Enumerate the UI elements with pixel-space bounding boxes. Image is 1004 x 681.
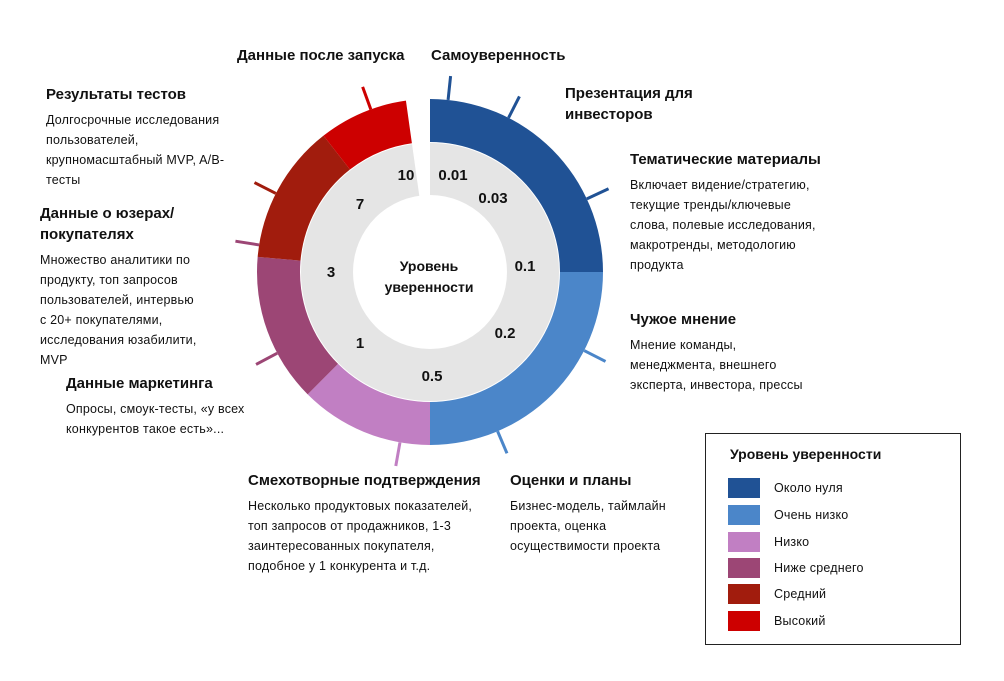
segment-desc [66,399,266,439]
desc-line: заинтересованных покупателя, [248,539,435,553]
segment-title: Результаты тестов [46,86,187,103]
scale-value: 0.01 [438,166,468,184]
scale-value: 10 [397,166,415,184]
legend-swatch [728,558,760,578]
segment-desc [248,496,498,576]
desc-line: MVP [40,353,68,367]
segment-desc [40,250,220,370]
legend-label: Средний [774,587,827,601]
desc-line: топ запросов от продажников, 1-3 [248,519,451,533]
leader-tick [498,431,507,453]
legend [705,433,961,645]
scale-value: 3 [326,263,336,281]
segment-desc [630,335,860,395]
desc-line: подобное у 1 конкурента и т.д. [248,559,431,573]
legend-swatch [728,611,760,631]
segment-label-thematic [630,149,860,275]
legend-swatch [728,478,760,498]
leader-tick [509,96,520,117]
desc-line: менеджмента, внешнего [630,358,777,372]
desc-line: с 20+ покупателями, [40,313,163,327]
desc-line: макротренды, методологию [630,238,796,252]
legend-label: Очень низко [774,508,849,522]
leader-tick [396,442,400,466]
segment-title: Оценки и планы [510,472,632,489]
desc-line: Множество аналитики по [40,253,191,267]
desc-line: эксперта, инвестора, прессы [630,378,803,392]
legend-swatch [728,532,760,552]
desc-line: конкурентов такое есть»... [66,422,225,436]
segment-title: Смехотворные подтверждения [248,472,481,489]
desc-line: Опросы, смоук-тесты, «у всех [66,402,245,416]
legend-item [728,505,848,525]
segment-title: Данные маркетинга [66,375,213,392]
desc-line: слова, полевые исследования, [630,218,816,232]
segment-title: Данные после запуска [237,47,405,64]
segment-label-opinion [630,309,860,395]
segment-label-ridiculous [248,470,498,576]
segment-desc [510,496,700,556]
desc-line: тесты [46,173,81,187]
leader-tick [584,351,605,362]
desc-line: Мнение команды, [630,338,737,352]
legend-label: Ниже среднего [774,561,864,575]
desc-line: Несколько продуктовых показателей, [248,499,473,513]
desc-line: текущие тренды/ключевые [630,198,792,212]
segment-label-users [40,203,220,370]
scale-value: 0.5 [421,367,443,385]
desc-line: Долгосрочные исследования [46,113,220,127]
scale-value: 0.03 [478,189,508,207]
segment-label-estimates [510,470,700,556]
center-label-line1: Уровень [399,258,459,274]
segment-label-tests [46,84,266,190]
desc-line: Включает видение/стратегию, [630,178,810,192]
segment-title: Самоуверенность [431,47,566,64]
center-label [365,256,493,298]
legend-item [728,478,843,498]
desc-line: исследования юзабилити, [40,333,197,347]
segment-desc [630,175,860,275]
segment-title: Тематические материалы [630,151,821,168]
leader-tick [256,353,277,364]
leader-tick [363,87,371,110]
segment-label-post-launch [237,45,405,66]
desc-line: осуществимости проекта [510,539,661,553]
legend-label: Около нуля [774,481,843,495]
legend-swatch [728,505,760,525]
segment-desc [46,110,266,190]
desc-line: крупномасштабный MVP, A/B- [46,153,225,167]
desc-line: продукту, топ запросов [40,273,178,287]
desc-line: пользователей, [46,133,139,147]
scale-value: 0.1 [514,257,536,275]
legend-label: Низко [774,535,810,549]
scale-value: 7 [355,195,365,213]
legend-item [728,611,826,631]
center-label-line2: уверенности [384,279,474,295]
legend-item [728,532,809,552]
legend-item [728,584,826,604]
legend-swatch [728,584,760,604]
segment-title: Чужое мнение [630,311,737,328]
leader-tick [235,241,259,245]
legend-label: Высокий [774,614,826,628]
desc-line: Бизнес-модель, таймлайн [510,499,666,513]
desc-line: проекта, оценка [510,519,607,533]
segment-title: Данные о юзерах/покупателях [40,205,175,243]
legend-item [728,558,864,578]
desc-line: продукта [630,258,684,272]
segment-title: Презентация для инвесторов [565,85,693,123]
leader-tick [587,189,609,199]
segment-label-overconfidence [431,45,565,66]
desc-line: пользователей, интервью [40,293,194,307]
scale-value: 0.2 [494,324,516,342]
scale-value: 1 [355,334,365,352]
leader-tick [448,76,451,100]
legend-title: Уровень уверенности [730,446,882,462]
segment-label-marketing [66,373,266,439]
segment-label-pitch-deck [565,83,715,125]
